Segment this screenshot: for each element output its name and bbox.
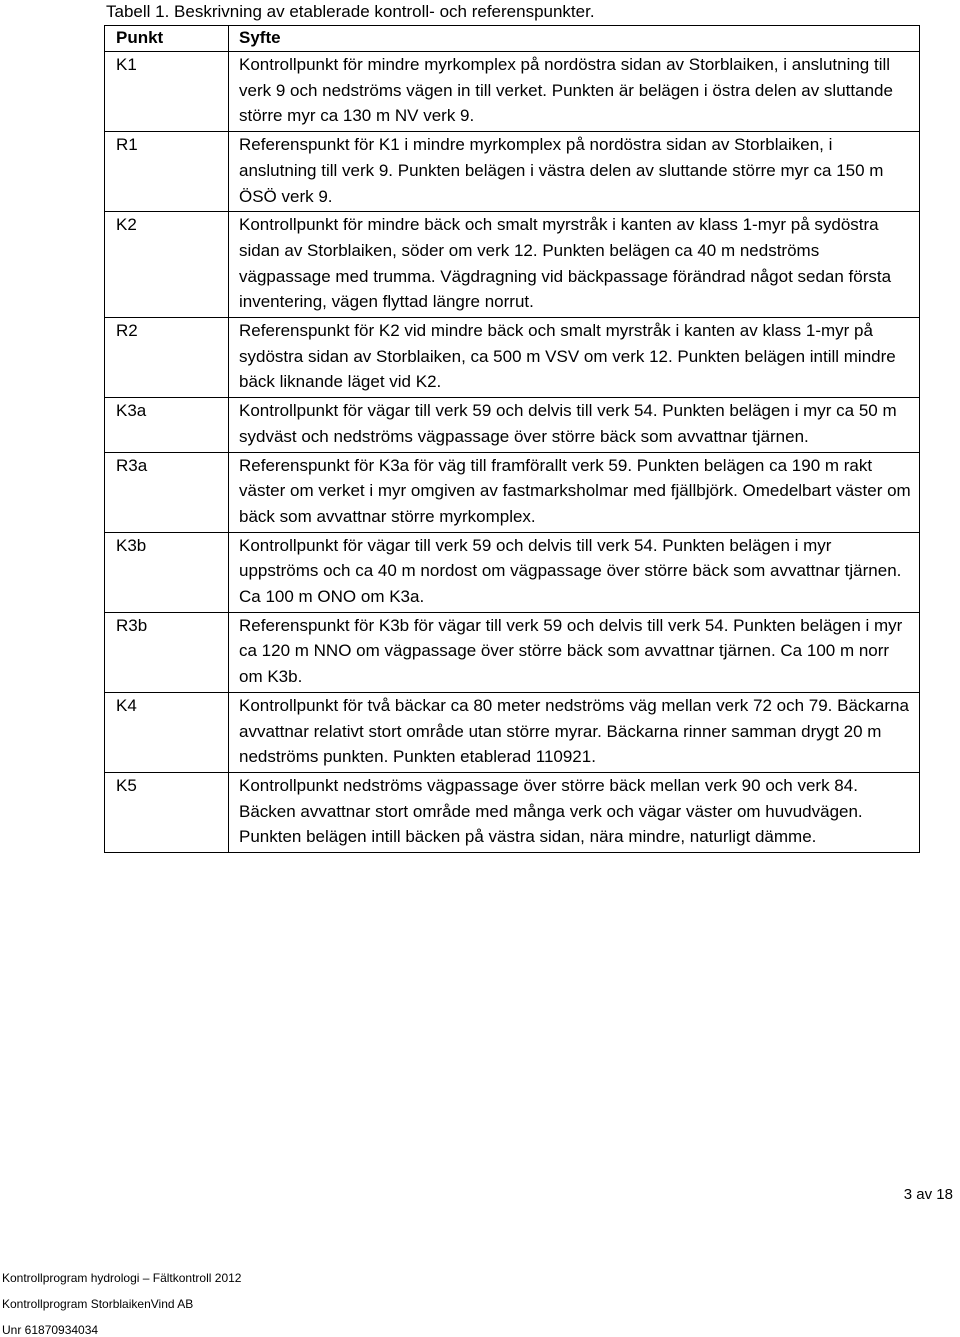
footer-company: Kontrollprogram StorblaikenVind AB — [2, 1297, 194, 1311]
footer-document-number: Unr 61870934034 — [2, 1323, 99, 1337]
table-row — [105, 52, 920, 132]
point-id: K2 — [105, 212, 229, 318]
points-table — [104, 25, 920, 853]
point-id: K3b — [105, 532, 229, 612]
table-header-row — [105, 26, 920, 52]
point-id: K4 — [105, 692, 229, 772]
table-row — [105, 692, 920, 772]
point-id: K3a — [105, 398, 229, 452]
point-id: R1 — [105, 132, 229, 212]
point-description: Kontrollpunkt för vägar till verk 59 och delvis till verk 54. Punkten belägen i myr uppströms och ca 40 m nordost om vägpassage över större bäck som avvattnar tjärnen. Ca 100 m ONO om K3a. — [229, 532, 920, 612]
point-description: Kontrollpunkt nedströms vägpassage över större bäck mellan verk 90 och verk 84. Bäcken avvattnar stort område med många verk och vägar väster om huvudvägen. Punkten belägen intill bäcken på västra sidan, nära mindre, naturligt dämme. — [229, 772, 920, 852]
table-row — [105, 212, 920, 318]
footer-program-title: Kontrollprogram hydrologi – Fältkontroll 2012 — [2, 1271, 242, 1285]
table-caption: Tabell 1. Beskrivning av etablerade kontroll- och referenspunkter. — [106, 2, 595, 21]
column-header-punkt: Punkt — [105, 26, 229, 52]
table-row — [105, 532, 920, 612]
point-description: Referenspunkt för K2 vid mindre bäck och smalt myrstråk i kanten av klass 1-myr på sydöstra sidan av Storblaiken, ca 500 m VSV om verk 12. Punkten belägen intill mindre bäck liknande läget vid K2. — [229, 318, 920, 398]
point-description: Kontrollpunkt för två bäckar ca 80 meter nedströms väg mellan verk 72 och 79. Bäckarna avvattnar relativt stort område utan större myrar. Bäckarna rinner samman drygt 20 m nedströms punkten. Punkten etablerad 110921. — [229, 692, 920, 772]
point-description: Kontrollpunkt för mindre bäck och smalt myrstråk i kanten av klass 1-myr på sydöstra sidan av Storblaiken, söder om verk 12. Punkten belägen ca 40 m nedströms vägpassage med trumma. Vägdragning vid bäckpassage förändrad något sedan första inventering, vägen flyttad längre norrut. — [229, 212, 920, 318]
point-description: Referenspunkt för K3a för väg till framförallt verk 59. Punkten belägen ca 190 m rakt väster om verket i myr omgiven av fastmarksholmar med fjällbjörk. Omedelbart väster om bäck som avvattnar större myrkomplex. — [229, 452, 920, 532]
point-description: Kontrollpunkt för vägar till verk 59 och delvis till verk 54. Punkten belägen i myr ca 50 m sydväst och nedströms vägpassage över större bäck som avvattnar tjärnen. — [229, 398, 920, 452]
table-row — [105, 772, 920, 852]
point-id: R3b — [105, 612, 229, 692]
table-row — [105, 612, 920, 692]
table-row — [105, 318, 920, 398]
point-description: Referenspunkt för K3b för vägar till verk 59 och delvis till verk 54. Punkten belägen i myr ca 120 m NNO om vägpassage över större bäck som avvattnar tjärnen. Ca 100 m norr om K3b. — [229, 612, 920, 692]
table-row — [105, 132, 920, 212]
point-id: K5 — [105, 772, 229, 852]
point-id: K1 — [105, 52, 229, 132]
point-description: Kontrollpunkt för mindre myrkomplex på nordöstra sidan av Storblaiken, i anslutning till verk 9 och nedströms vägen in till verket. Punkten är belägen i östra delen av sluttande större myr ca 130 m NV verk 9. — [229, 52, 920, 132]
point-description: Referenspunkt för K1 i mindre myrkomplex på nordöstra sidan av Storblaiken, i anslutning till verk 9. Punkten belägen i västra delen av sluttande större myr ca 150 m ÖSÖ verk 9. — [229, 132, 920, 212]
table-row — [105, 452, 920, 532]
table-row — [105, 398, 920, 452]
point-id: R3a — [105, 452, 229, 532]
point-id: R2 — [105, 318, 229, 398]
column-header-syfte: Syfte — [229, 26, 920, 52]
page-number: 3 av 18 — [903, 1186, 953, 1203]
